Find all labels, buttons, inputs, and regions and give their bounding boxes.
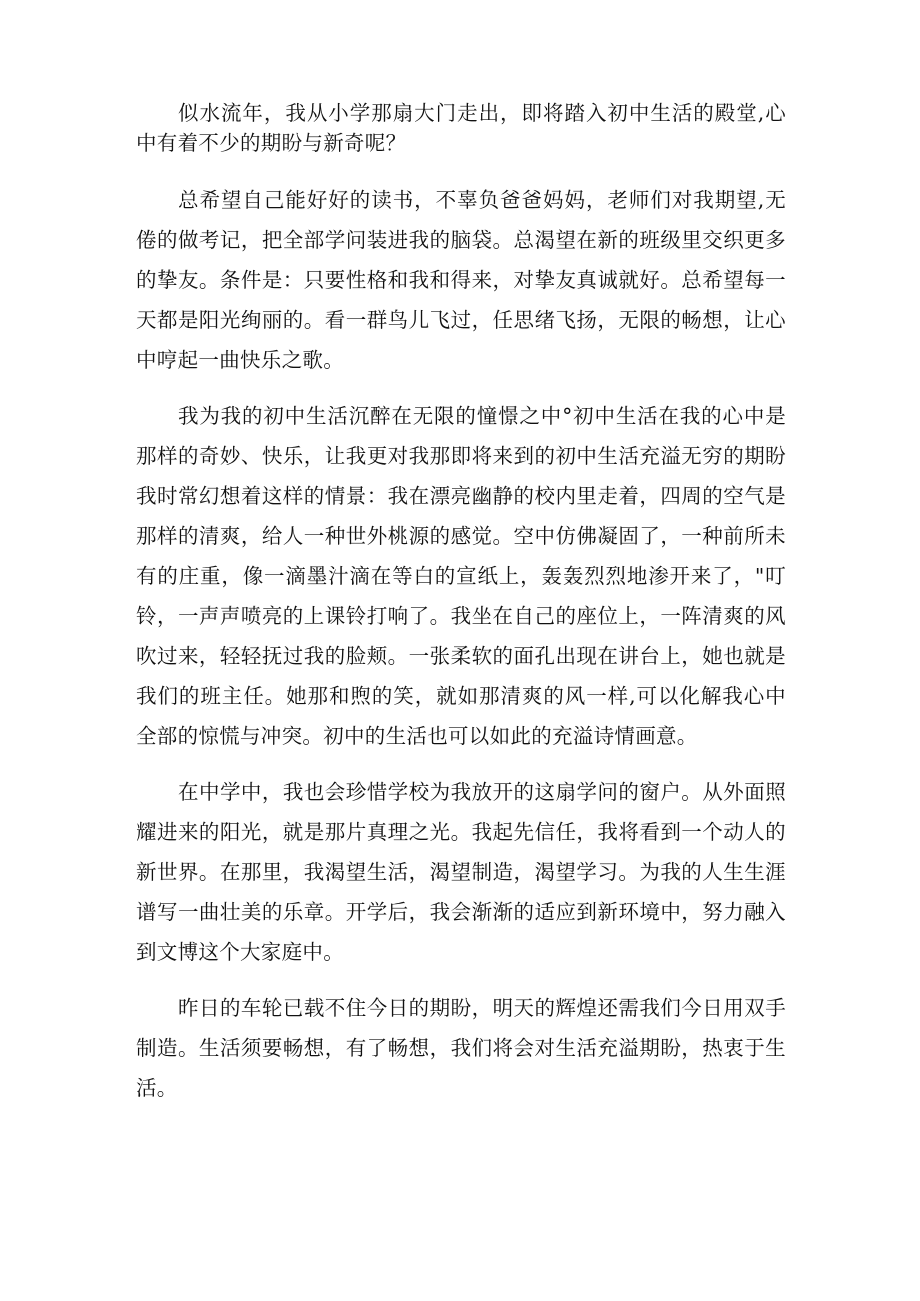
paragraph-3: 我为我的初中生活沉醉在无限的憧憬之中°初中生活在我的心中是那样的奇妙、快乐，让我更对我那即将来到的初中生活充溢无穷的期盼我时常幻想着这样的情景：我在漂亮幽静的校内里走着，四周的空气是那样的清爽，给人一种世外桃源的感觉。空中仿佛凝固了，一种前所未有的庄重，像一滴墨汁滴在等白的宣纸上，轰轰烈烈地渗开来了，"叮铃，一声声喷亮的上课铃打响了。我坐在自己的座位上，一阵清爽的风吹过来，轻轻抚过我的脸颊。一张柔软的面孔出现在讲台上，她也就是我们的班主任。她那和煦的笑，就如那清爽的风一样,可以化解我心中全部的惊慌与冲突。初中的生活也可以如此的充溢诗情画意。 [136, 404, 786, 748]
paragraph-1: 似水流年，我从小学那扇大门走出，即将踏入初中生活的殿堂,心中有着不少的期盼与新奇呢？ [136, 101, 786, 155]
paragraph-5: 昨日的车轮已载不住今日的期盼，明天的辉煌还需我们今日用双手制造。生活须要畅想，有了畅想，我们将会对生活充溢期盼，热衷于生活。 [136, 996, 786, 1100]
essay-body [136, 98, 786, 1108]
paragraph-2: 总希望自己能好好的读书，不辜负爸爸妈妈，老师们对我期望,无倦的做考记，把全部学问装进我的脑袋。总渴望在新的班级里交织更多的挚友。条件是：只要性格和我和得来，对挚友真诚就好。总希望每一天都是阳光绚丽的。看一群鸟儿飞过，任思绪飞扬，无限的畅想，让心中哼起一曲快乐之歌。 [136, 188, 786, 372]
paragraph-4: 在中学中，我也会珍惜学校为我放开的这扇学问的窗户。从外面照耀进来的阳光，就是那片真理之光。我起先信任，我将看到一个动人的新世界。在那里，我渴望生活，渴望制造，渴望学习。为我的人生生涯谱写一曲壮美的乐章。开学后，我会渐渐的适应到新环境中，努力融入到文博这个大家庭中。 [136, 780, 786, 964]
